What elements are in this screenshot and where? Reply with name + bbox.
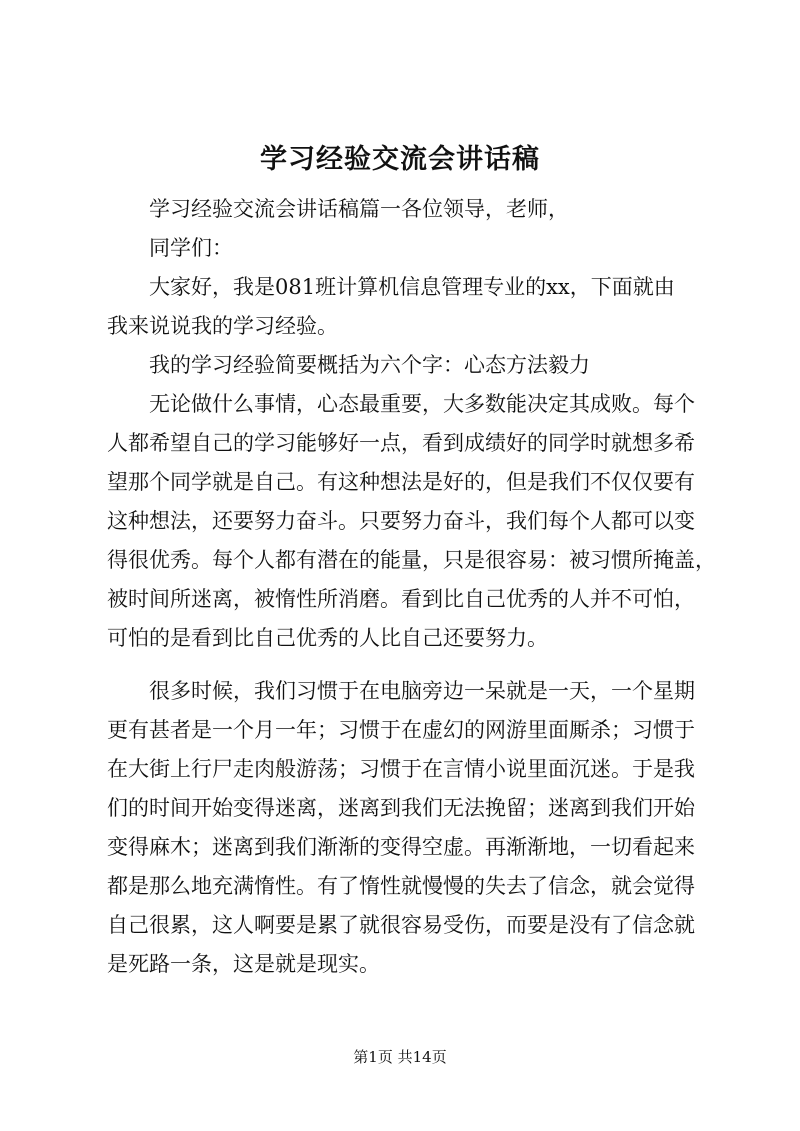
text-line: 都是那么地充满惰性。有了惰性就慢慢的失去了信念，就会觉得 — [107, 874, 695, 898]
page-number: 第1页 共14页 — [353, 1048, 447, 1066]
text-line: 大家好，我是081班计算机信息管理专业的xx，下面就由 — [149, 275, 675, 299]
text-line: 很多时候，我们习惯于在电脑旁边一呆就是一天，一个星期 — [149, 679, 695, 703]
text-line: 变得麻木；迷离到我们渐渐的变得空虚。再渐渐地，一切看起来 — [107, 835, 695, 859]
text-line: 在大街上行尸走肉般游荡；习惯于在言情小说里面沉迷。于是我 — [107, 757, 695, 781]
text-line: 我的学习经验简要概括为六个字：心态方法毅力 — [149, 353, 590, 377]
text-line: 人都希望自己的学习能够好一点，看到成绩好的同学时就想多希 — [107, 431, 695, 455]
text-line: 自己很累，这人啊要是累了就很容易受伤，而要是没有了信念就 — [107, 913, 695, 937]
text-line: 们的时间开始变得迷离，迷离到我们无法挽留；迷离到我们开始 — [107, 796, 695, 820]
text-line: 我来说说我的学习经验。 — [107, 314, 338, 338]
text-line: 学习经验交流会讲话稿篇一各位领导，老师， — [149, 197, 569, 221]
text-line: 是死路一条，这是就是现实。 — [107, 952, 380, 976]
text-line: 得很优秀。每个人都有潜在的能量，只是很容易：被习惯所掩盖， — [107, 548, 716, 572]
text-line: 望那个同学就是自己。有这种想法是好的，但是我们不仅仅要有 — [107, 470, 695, 494]
document-title: 学习经验交流会讲话稿 — [260, 144, 540, 175]
document-body — [107, 190, 716, 984]
text-line: 同学们： — [149, 236, 233, 260]
text-line: 被时间所迷离，被惰性所消磨。看到比自己优秀的人并不可怕， — [107, 587, 695, 611]
text-line: 可怕的是看到比自己优秀的人比自己还要努力。 — [107, 626, 548, 650]
text-line: 这种想法，还要努力奋斗。只要努力奋斗，我们每个人都可以变 — [107, 509, 695, 533]
text-line: 更有甚者是一个月一年；习惯于在虚幻的网游里面厮杀；习惯于 — [107, 718, 695, 742]
text-line: 无论做什么事情，心态最重要，大多数能决定其成败。每个 — [149, 392, 695, 416]
